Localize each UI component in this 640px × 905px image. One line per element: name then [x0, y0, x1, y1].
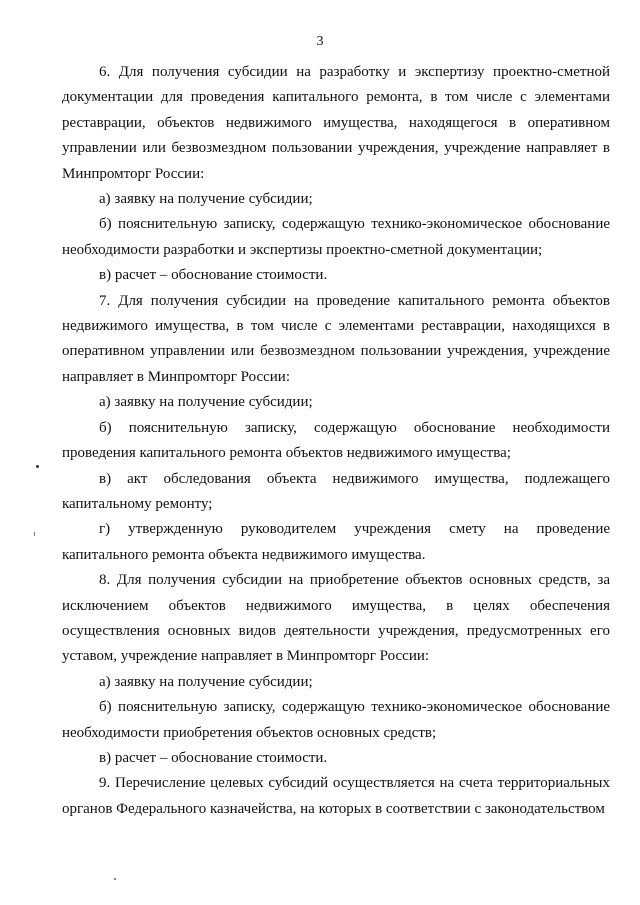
paragraph-7g: г) утвержденную руководителем учреждения смету на проведение капитального ремонта объекта недвижимого имущества. — [62, 521, 610, 563]
paragraph-6: 6. Для получения субсидии на разработку и экспертизу проектно-сметной документации для проведения капитального ремонта, в том числе с элементами реставрации, объектов недвижимого имущества, находящегося в оперативном управлении или безвозмездном пользовании учреждения, учреждение направляет в Минпромторг России: — [62, 64, 610, 182]
paragraph-7: 7. Для получения субсидии на проведение капитального ремонта объектов недвижимого имущества, в том числе с элементами реставрации, находящихся в оперативном управлении или безвозмездном пользовании учреждения, учреждение направляет в Минпромторг России: — [62, 292, 610, 385]
paragraph-8a: а) заявку на получение субсидии; — [99, 673, 313, 690]
scan-tick-mark — [34, 532, 35, 536]
paragraph-8: 8. Для получения субсидии на приобретение объектов основных средств, за исключением объектов недвижимого имущества, в целях обеспечения осуществления основных видов деятельности учреждения, предусмотренных его уставом, учреждение направляет в Минпромторг России: — [62, 572, 610, 665]
paragraph-7a: а) заявку на получение субсидии; — [99, 394, 313, 411]
page-number: 3 — [316, 34, 324, 49]
scan-speck-mark — [36, 465, 39, 468]
paragraph-9: 9. Перечисление целевых субсидий осуществляется на счета территориальных органов Федерального казначейства, на которых в соответствии с законодательством — [62, 775, 610, 817]
paragraph-6b: б) пояснительную записку, содержащую технико-экономическое обоснование необходимости разработки и экспертизы проектно-сметной документации; — [62, 216, 610, 258]
paragraph-7v: в) акт обследования объекта недвижимого имущества, подлежащего капитальному ремонту; — [62, 470, 610, 512]
scan-speck-mark-bottom — [114, 878, 116, 880]
paragraph-8v: в) расчет – обоснование стоимости. — [99, 749, 328, 766]
document-body — [62, 60, 610, 822]
paragraph-6v: в) расчет – обоснование стоимости. — [99, 267, 328, 284]
paragraph-6a: а) заявку на получение субсидии; — [99, 191, 313, 208]
paragraph-8b: б) пояснительную записку, содержащую технико-экономическое обоснование необходимости приобретения объектов основных средств; — [62, 699, 610, 741]
paragraph-7b: б) пояснительную записку, содержащую обоснование необходимости проведения капитального ремонта объектов недвижимого имущества; — [62, 419, 610, 462]
